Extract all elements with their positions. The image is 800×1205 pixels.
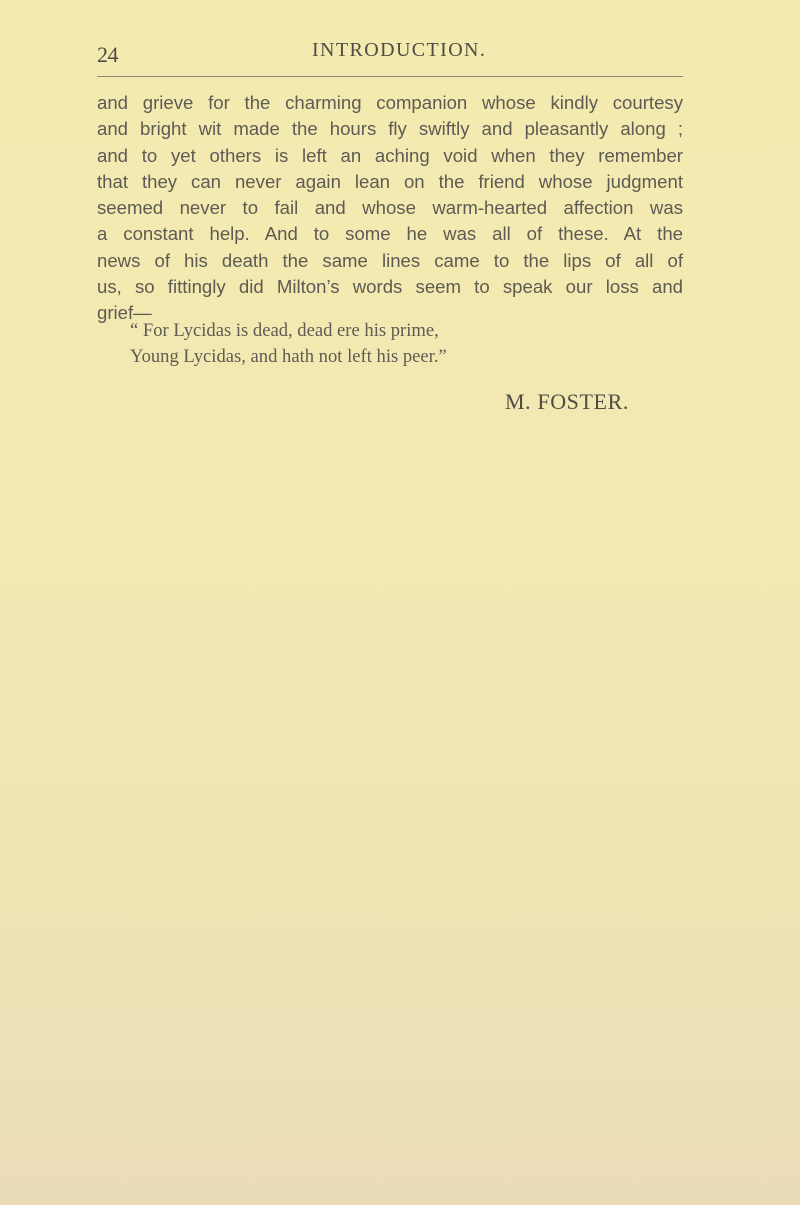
author-signature: M. FOSTER. — [505, 389, 629, 414]
running-head — [97, 36, 683, 77]
body-line: that they can never again lean on the friend whose judgment — [97, 170, 683, 192]
quote-line: “ For Lycidas is dead, dead ere his prime, — [130, 320, 439, 341]
body-paragraph — [97, 90, 683, 327]
body-line: and grieve for the charming companion whose kindly courtesy — [97, 92, 683, 113]
body-line: grief— — [97, 302, 152, 324]
quote-line: Young Lycidas, and hath not left his peer.” — [130, 346, 447, 368]
verse-quotation — [130, 318, 650, 371]
running-title: INTRODUCTION. — [312, 39, 487, 61]
body-line: and bright wit made the hours fly swiftly and pleasantly along ; — [97, 118, 683, 140]
body-line: news of his death the same lines came to the lips of all of — [97, 249, 683, 271]
body-line: seemed never to fail and whose warm-hearted affection was — [97, 197, 683, 219]
body-line: a constant help. And to some he was all of these. At the — [97, 223, 683, 245]
body-line: us, so fittingly did Milton’s words seem to speak our loss and — [97, 276, 683, 298]
body-line: and to yet others is left an aching void when they remember — [97, 144, 683, 166]
page-number: 24 — [97, 42, 118, 67]
